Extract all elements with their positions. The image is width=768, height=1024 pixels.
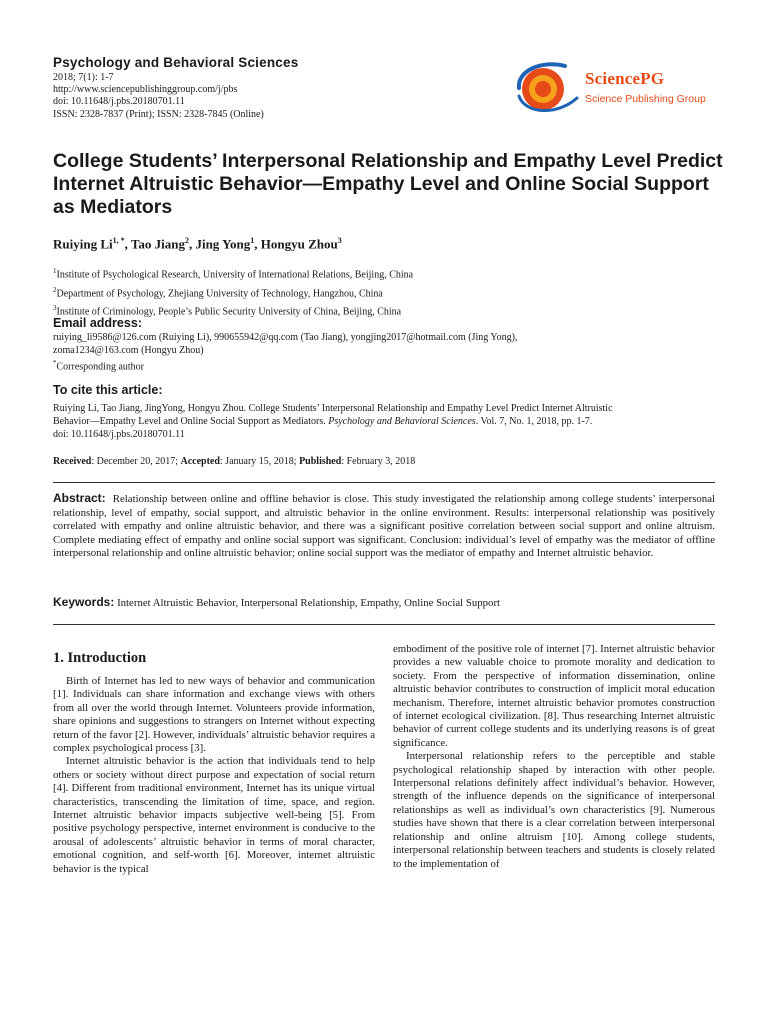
citation-line <box>53 415 715 428</box>
sciencepg-logo <box>513 58 713 116</box>
keywords-label: Keywords: <box>53 595 115 609</box>
right-column <box>393 643 715 871</box>
abstract-label: Abstract: <box>53 491 106 505</box>
affiliation-text: Institute of Criminology, People’s Public Security University of China, Beijing, China <box>56 306 402 318</box>
corresponding-author-note <box>53 357 715 373</box>
accepted-date: : January 15, 2018; <box>219 456 300 467</box>
publication-dates <box>53 455 715 468</box>
keywords-text: Internet Altruistic Behavior, Interpersonal Relationship, Empathy, Online Social Support <box>117 597 501 609</box>
received-date: : December 20, 2017; <box>91 456 181 467</box>
corr-text: Corresponding author <box>56 361 144 373</box>
paper-title: College Students’ Interpersonal Relationship and Empathy Level Predict Internet Altruistic Behavior—Empathy Level and Online Social Support as Mediators <box>53 150 723 218</box>
body-paragraph: Interpersonal relationship refers to the perceptible and stable psychological relationship shaped by interaction with other people. Interpersonal relations definitely affect individual’s behavior. However, strength of the influence depends on the significance of interpersonal relationships as well as individual’s own characteristics [9]. Numerous studies have shown that there is a clear correlation between interpersonal relationship and online altruism [10]. Among college students, interpersonal relationship between teachers and students is closely related to the implementation of <box>393 750 715 870</box>
affiliation-item <box>53 264 413 283</box>
author-sup: 2 <box>184 236 189 245</box>
citation-line: Ruiying Li, Tao Jiang, JingYong, Hongyu Zhou. College Students’ Interpersonal Relationship and Empathy Level Predict Internet Altruistic <box>53 403 613 414</box>
affiliation-num: 1 <box>53 267 57 275</box>
corr-mark: * <box>53 359 57 367</box>
author-list: Ruiying $Li^{1, *}$, Tao Jiang$^2$, Jing Yong$^1$, Hongyu Zhou$^3$ <box>53 236 342 252</box>
divider <box>53 482 715 483</box>
journal-doi: doi: 10.11648/j.pbs.20180701.11 <box>53 96 185 108</box>
author-sup: 1, * <box>112 236 125 245</box>
citation-journal: Psychology and Behavioral Sciences <box>328 416 476 427</box>
author-name: Hongyu Zhou <box>260 236 338 252</box>
author-name: Ruiying Li <box>53 236 113 252</box>
body-paragraph: embodiment of the positive role of internet [7]. Internet altruistic behavior provides a new valuable choice to promote morality and dedication to society. From the perspective of information dissemination, online altruistic behavior contributes to construction of implicit moral education mechanism. Therefore, internet altruistic behavior promotes construction of internet ecological civilization. [8]. Thus researching Internet altruistic behavior of current college students and its underlying reasons is of great significance. <box>393 643 715 749</box>
issue-info: 2018; 7(1): 1-7 <box>53 72 114 83</box>
body-paragraph: Internet altruistic behavior is the action that individuals tend to help others or society without direct purpose and expectation of social return [4]. Different from traditional environment, Internet has its unique virtual characteristics, transcending the limitation of time, space, and region. Internet altruistic behavior impacts subjective well-being [5]. From positive psychology perspective, internet environment is conducive to the arousal of adolescents’ altruistic behavior in terms of moral character, emotional cognition, and self-worth [6]. Moreover, internet altruistic behavior is the typical <box>53 755 375 875</box>
body-paragraph: Birth of Internet has led to new ways of behavior and communication [1]. Individuals can share information and exchange views with others from all over the world through Internet. Volunteers provide information, share opinions and suggestions to strangers on Internet without expecting return of the favor [2]. However, individuals’ altruistic behavior requires a complex psychological process [3]. <box>53 675 375 755</box>
divider <box>53 624 715 625</box>
affiliation-text: Department of Psychology, Zhejiang University of Technology, Hangzhou, China <box>56 287 383 299</box>
cite-heading: To cite this article: <box>53 383 163 397</box>
author-name: Tao Jiang <box>130 236 185 252</box>
citation-text: . Vol. 7, No. 1, 2018, pp. 1-7. <box>475 416 593 427</box>
citation-text: Behavior—Empathy Level and Online Social Support as Mediators. <box>53 416 329 427</box>
affiliations <box>53 264 413 320</box>
left-column <box>53 675 375 876</box>
affiliation-num: 2 <box>53 285 57 294</box>
keywords <box>53 595 500 609</box>
citation-doi: doi: 10.11648/j.pbs.20180701.11 <box>53 429 185 440</box>
published-date: : February 3, 2018 <box>341 456 416 467</box>
email-line[interactable]: ruiying_li9586@126.com (Ruiying Li), 990655942@qq.com (Tao Jiang), yongjing2017@hotmail.com (Jing Yong), <box>53 332 518 343</box>
affiliation-num: 3 <box>53 304 57 313</box>
abstract <box>53 492 715 561</box>
received-label: Received <box>53 456 92 467</box>
author-sup: 3 <box>337 236 342 245</box>
journal-meta <box>53 72 264 121</box>
accepted-label: Accepted <box>180 456 220 467</box>
journal-name: Psychology and Behavioral Sciences <box>53 55 299 70</box>
author-name: Jing Yong <box>195 236 251 252</box>
logo-tagline: Science Publishing Group <box>585 93 706 105</box>
sciencepg-emblem-icon <box>513 58 583 116</box>
affiliation-item <box>53 283 413 302</box>
email-heading: Email address: <box>53 316 142 330</box>
journal-url[interactable]: http://www.sciencepublishinggroup.com/j/pbs <box>53 84 238 96</box>
introduction-heading: 1. Introduction <box>53 650 147 666</box>
author-sup: 1 <box>250 236 255 245</box>
citation-block <box>53 402 715 441</box>
abstract-text: Relationship between online and offline behavior is close. This study investigated the relationship among college students’ interpersonal relationship, level of empathy, social support, and altruistic behavior in the online environment. Results: interpersonal relationship was positively correlated with empathy and online altruistic behavior, and there was a significant positive correlation between social support and online altruism. Complete mediating effect of empathy and online social support was significant. Conclusion: individual’s level of empathy was the mediator of offline interpersonal relationship and online altruistic behavior; online social support was the mediator of empathy and Internet altruistic behavior. <box>53 493 716 560</box>
published-label: Published <box>299 456 342 467</box>
logo-name: SciencePG <box>585 69 665 88</box>
email-block <box>53 331 715 373</box>
affiliation-text: Institute of Psychological Research, University of International Relations, Beijing, China <box>56 269 414 281</box>
journal-issn: ISSN: 2328-7837 (Print); ISSN: 2328-7845 (Online) <box>53 108 264 120</box>
email-line[interactable]: zoma1234@163.com (Hongyu Zhou) <box>53 345 204 356</box>
